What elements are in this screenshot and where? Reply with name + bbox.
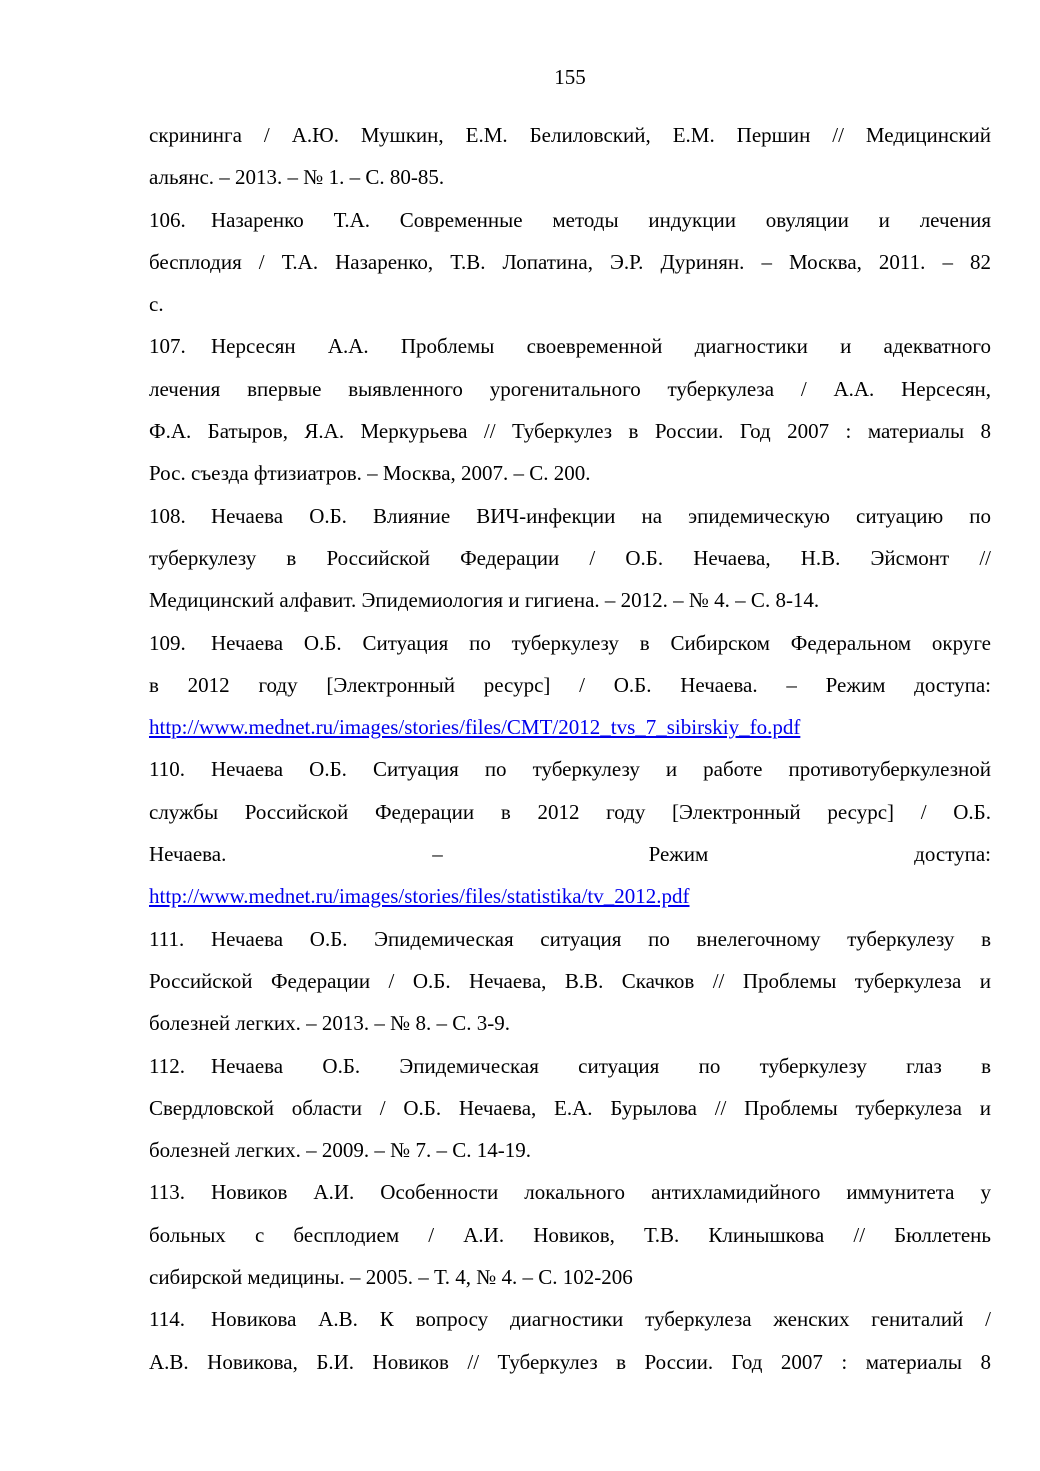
reference-list xyxy=(149,114,991,1383)
reference-112-line-2: Свердловской области / О.Б. Нечаева, Е.А. Бурылова // Проблемы туберкулеза и xyxy=(149,1095,991,1120)
reference-110-text: Нечаева О.Б. Ситуация по туберкулезу и работе противотуберкулезной xyxy=(211,757,991,782)
reference-111-line-3: болезней легких. – 2013. – № 8. – С. 3-9. xyxy=(149,1011,510,1036)
reference-113-number: 113. xyxy=(149,1180,185,1205)
reference-113-line-1 xyxy=(149,1171,991,1213)
reference-105-line-2: альянс. – 2013. – № 1. – С. 80-85. xyxy=(149,165,445,190)
reference-114-line-2: А.В. Новикова, Б.И. Новиков // Туберкулез в России. Год 2007 : материалы 8 xyxy=(149,1349,991,1374)
reference-107-number: 107. xyxy=(149,334,186,359)
reference-108-number: 108. xyxy=(149,503,186,528)
reference-110-line-1 xyxy=(149,748,991,790)
reference-114-number: 114. xyxy=(149,1307,185,1332)
reference-108-text: Нечаева О.Б. Влияние ВИЧ-инфекции на эпидемическую ситуацию по xyxy=(211,503,991,528)
reference-107-text: Нерсесян А.А. Проблемы своевременной диагностики и адекватного xyxy=(211,334,991,359)
reference-108-line-2: туберкулезу в Российской Федерации / О.Б. Нечаева, Н.В. Эйсмонт // xyxy=(149,545,991,570)
reference-107-line-3: Ф.А. Батыров, Я.А. Меркурьева // Туберкулез в России. Год 2007 : материалы 8 xyxy=(149,419,991,444)
reference-107-line-4: Рос. съезда фтизиатров. – Москва, 2007. – С. 200. xyxy=(149,461,591,486)
reference-106-line-2: бесплодия / Т.А. Назаренко, Т.В. Лопатина, Э.Р. Дуринян. – Москва, 2011. – 82 xyxy=(149,249,991,274)
reference-113-line-2: больных с бесплодием / А.И. Новиков, Т.В. Клинышкова // Бюллетень xyxy=(149,1222,991,1247)
reference-114-text: Новикова А.В. К вопросу диагностики туберкулеза женских гениталий / xyxy=(211,1307,991,1332)
reference-106-number: 106. xyxy=(149,207,186,232)
reference-113-text: Новиков А.И. Особенности локального антихламидийного иммунитета у xyxy=(211,1180,991,1205)
reference-110-line-2: службы Российской Федерации в 2012 году [Электронный ресурс] / О.Б. xyxy=(149,799,991,824)
reference-106-text: Назаренко Т.А. Современные методы индукции овуляции и лечения xyxy=(211,207,991,232)
reference-112-text: Нечаева О.Б. Эпидемическая ситуация по туберкулезу глаз в xyxy=(211,1053,991,1078)
reference-111-text: Нечаева О.Б. Эпидемическая ситуация по внелегочному туберкулезу в xyxy=(211,926,991,951)
reference-106-line-3: с. xyxy=(149,292,164,317)
reference-109-line-3 xyxy=(149,706,991,748)
reference-111-line-2: Российской Федерации / О.Б. Нечаева, В.В. Скачков // Проблемы туберкулеза и xyxy=(149,968,991,993)
reference-109-number: 109. xyxy=(149,630,186,655)
reference-111-line-1 xyxy=(149,918,991,960)
reference-110-number: 110. xyxy=(149,757,185,782)
reference-112-number: 112. xyxy=(149,1053,185,1078)
reference-107-line-1 xyxy=(149,325,991,367)
reference-107-line-2: лечения впервые выявленного урогенитального туберкулеза / А.А. Нерсесян, xyxy=(149,376,991,401)
reference-110-url-link[interactable]: http://www.mednet.ru/images/stories/files/statistika/tv_2012.pdf xyxy=(149,884,690,909)
reference-108-line-3: Медицинский алфавит. Эпидемиология и гигиена. – 2012. – № 4. – С. 8-14. xyxy=(149,588,820,613)
reference-108-line-1 xyxy=(149,495,991,537)
reference-112-line-3: болезней легких. – 2009. – № 7. – С. 14-19. xyxy=(149,1138,531,1163)
reference-110-line-3: Нечаева. – Режим доступа: xyxy=(149,842,991,867)
reference-110-line-4 xyxy=(149,875,991,917)
reference-109-url-link[interactable]: http://www.mednet.ru/images/stories/files/CMT/2012_tvs_7_sibirskiy_fo.pdf xyxy=(149,715,801,740)
page-number: 155 xyxy=(554,65,586,89)
reference-105-line-1: скрининга / А.Ю. Мушкин, Е.М. Белиловский, Е.М. Першин // Медицинский xyxy=(149,123,991,147)
reference-109-line-2: в 2012 году [Электронный ресурс] / О.Б. Нечаева. – Режим доступа: xyxy=(149,672,991,697)
reference-109-text: Нечаева О.Б. Ситуация по туберкулезу в Сибирском Федеральном округе xyxy=(211,630,991,655)
reference-109-line-1 xyxy=(149,622,991,664)
reference-106-line-1 xyxy=(149,199,991,241)
reference-112-line-1 xyxy=(149,1045,991,1087)
reference-111-number: 111. xyxy=(149,926,185,951)
reference-114-line-1 xyxy=(149,1298,991,1340)
reference-113-line-3: сибирской медицины. – 2005. – Т. 4, № 4. – С. 102-206 xyxy=(149,1265,633,1290)
